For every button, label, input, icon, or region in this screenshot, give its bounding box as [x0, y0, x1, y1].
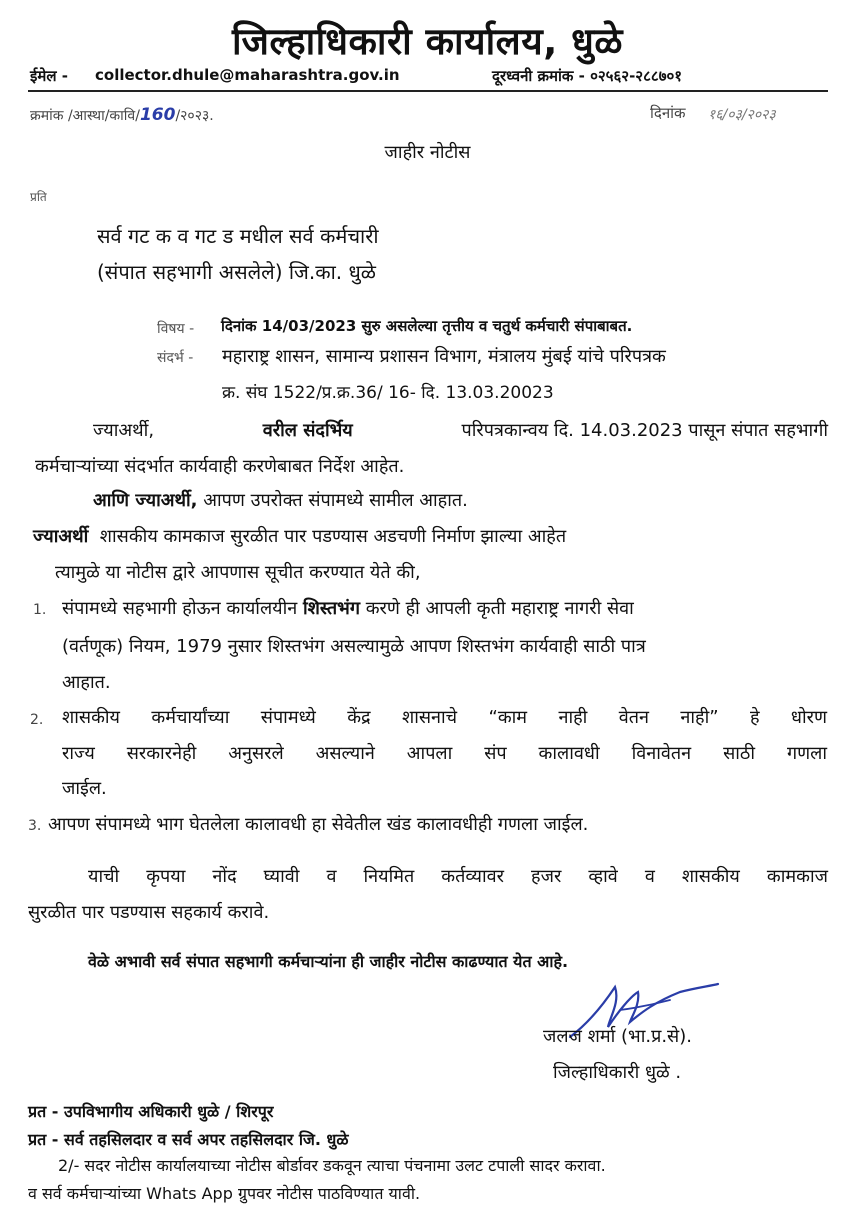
point-1-line-1: [62, 596, 634, 620]
reference-number: [30, 105, 214, 125]
date-label: दिनांक: [650, 104, 686, 122]
email-label: ईमेल -: [30, 67, 68, 85]
signatory-designation: जिल्हाधिकारी धुळे .: [553, 1062, 682, 1083]
p3-rest: शासकीय कामकाज सुरळीत पार पडण्यास अडचणी निर्माण झाल्या आहेत: [99, 526, 567, 547]
point-3-line-1: आपण संपामध्ये भाग घेतलेला कालावधी हा सेवेतील खंड कालावधीही गणला जाईल.: [48, 814, 589, 835]
closing-line-1: याची कृपया नोंद घ्यावी व नियमित कर्तव्यावर हजर व्हावे व शासकीय कामकाज: [88, 866, 828, 887]
paragraph-1-line-2: कर्मचाऱ्यांच्या संदर्भात कार्यवाही करणेबाबत निर्देश आहेत.: [35, 456, 405, 477]
point-1-text-a: संपामध्ये सहभागी होऊन कार्यालयीन: [62, 598, 298, 619]
subject-text: दिनांक 14/03/2023 सुरु असलेल्या तृत्तीय व चतुर्थ कर्मचारी संपाबाबत.: [221, 317, 633, 335]
header-divider: [28, 90, 828, 92]
copy-to-2: प्रत - सर्व तहसिलदार व सर्व अपर तहसिलदार जि. धुळे: [28, 1130, 349, 1149]
reference-line-2: क्र. संघ 1522/प्र.क्र.36/ 16- दि. 13.03.20023: [222, 383, 554, 403]
addressee-line-2: (संपात सहभागी असलेले) जि.का. धुळे: [97, 260, 377, 284]
subject-label: विषय -: [157, 321, 195, 337]
closing-line-2: सुरळीत पार पडण्यास सहकार्य करावे.: [28, 902, 270, 923]
date-value: १६/०३/२०२३: [708, 107, 776, 123]
point-2-line-3: जाईल.: [62, 778, 107, 799]
p2-rest: आपण उपरोक्त संपामध्ये सामील आहात.: [203, 490, 468, 511]
ref-suffix: /२०२३.: [175, 108, 214, 124]
reference-label: संदर्भ -: [157, 350, 194, 366]
point-1-bold: शिस्तभंग: [303, 598, 360, 619]
p1-lead: ज्याअर्थी,: [93, 420, 155, 441]
phone-number: दूरध्वनी क्रमांक - ०२५६२-२८८७०१: [492, 67, 683, 85]
p3-bold: ज्याअर्थी: [33, 526, 89, 547]
office-title: जिल्हाधिकारी कार्यालय, धुळे: [231, 20, 624, 63]
paragraph-2: [93, 488, 468, 512]
paragraph-3-line-2: त्यामुळे या नोटीस द्वारे आपणास सूचीत करण्यात येते की,: [55, 562, 421, 583]
p1-rest: परिपत्रकान्वय दि. 14.03.2023 पासून संपात सहभागी: [461, 420, 828, 441]
ref-prefix: क्रमांक /आस्था/कावि/: [30, 108, 140, 124]
paragraph-3-line-1: [33, 524, 566, 548]
point-1-line-3: आहात.: [62, 672, 111, 693]
point-2-line-1: शासकीय कर्मचार्यांच्या संपामध्ये केंद्र शासनाचे “काम नाही वेतन नाही” हे धोरण: [62, 707, 827, 728]
point-1-number: 1.: [33, 602, 47, 618]
point-1-line-2: (वर्तणूक) नियम, 1979 नुसार शिस्तभंग असल्यामुळे आपण शिस्तभंग कार्यवाही साठी पात्र: [62, 636, 646, 657]
email-address: collector.dhule@maharashtra.gov.in: [95, 66, 400, 84]
point-1-text-c: करणे ही आपली कृती महाराष्ट्र नागरी सेवा: [365, 598, 634, 619]
notice-title: जाहीर नोटीस: [384, 142, 471, 163]
instruction-line-2: व सर्व कर्मचाऱ्यांच्या Whats App ग्रुपवर नोटीस पाठविण्यात यावी.: [28, 1184, 421, 1203]
point-2-line-2: राज्य सरकारनेही अनुसरले असल्याने आपला संप कालावधी विनावेतन साठी गणला: [62, 743, 827, 764]
to-label: प्रति: [30, 190, 47, 204]
ref-handwritten-number: 160: [139, 105, 176, 125]
point-2-number: 2.: [30, 712, 44, 728]
addressee-line-1: सर्व गट क व गट ड मधील सर्व कर्मचारी: [97, 224, 379, 248]
copy-to-1: प्रत - उपविभागीय अधिकारी धुळे / शिरपूर: [28, 1102, 274, 1121]
paragraph-1-line-1: [93, 418, 828, 442]
instruction-line-1: 2/- सदर नोटीस कार्यालयाच्या नोटीस बोर्डावर डकवून त्याचा पंचनामा उलट टपाली सादर करावा.: [58, 1156, 606, 1175]
signatory-name: जलज शर्मा (भा.प्र.से).: [543, 1026, 692, 1047]
point-3-number: 3.: [28, 818, 42, 834]
reference-line-1: महाराष्ट्र शासन, सामान्य प्रशासन विभाग, मंत्रालय मुंबई यांचे परिपत्रक: [222, 346, 666, 367]
p1-bold: वरील संदर्भिय: [262, 420, 353, 441]
p2-bold: आणि ज्याअर्थी,: [93, 490, 198, 511]
closing-line-3: वेळे अभावी सर्व संपात सहभागी कर्मचाऱ्यांना ही जाहीर नोटीस काढण्यात येत आहे.: [88, 952, 569, 971]
